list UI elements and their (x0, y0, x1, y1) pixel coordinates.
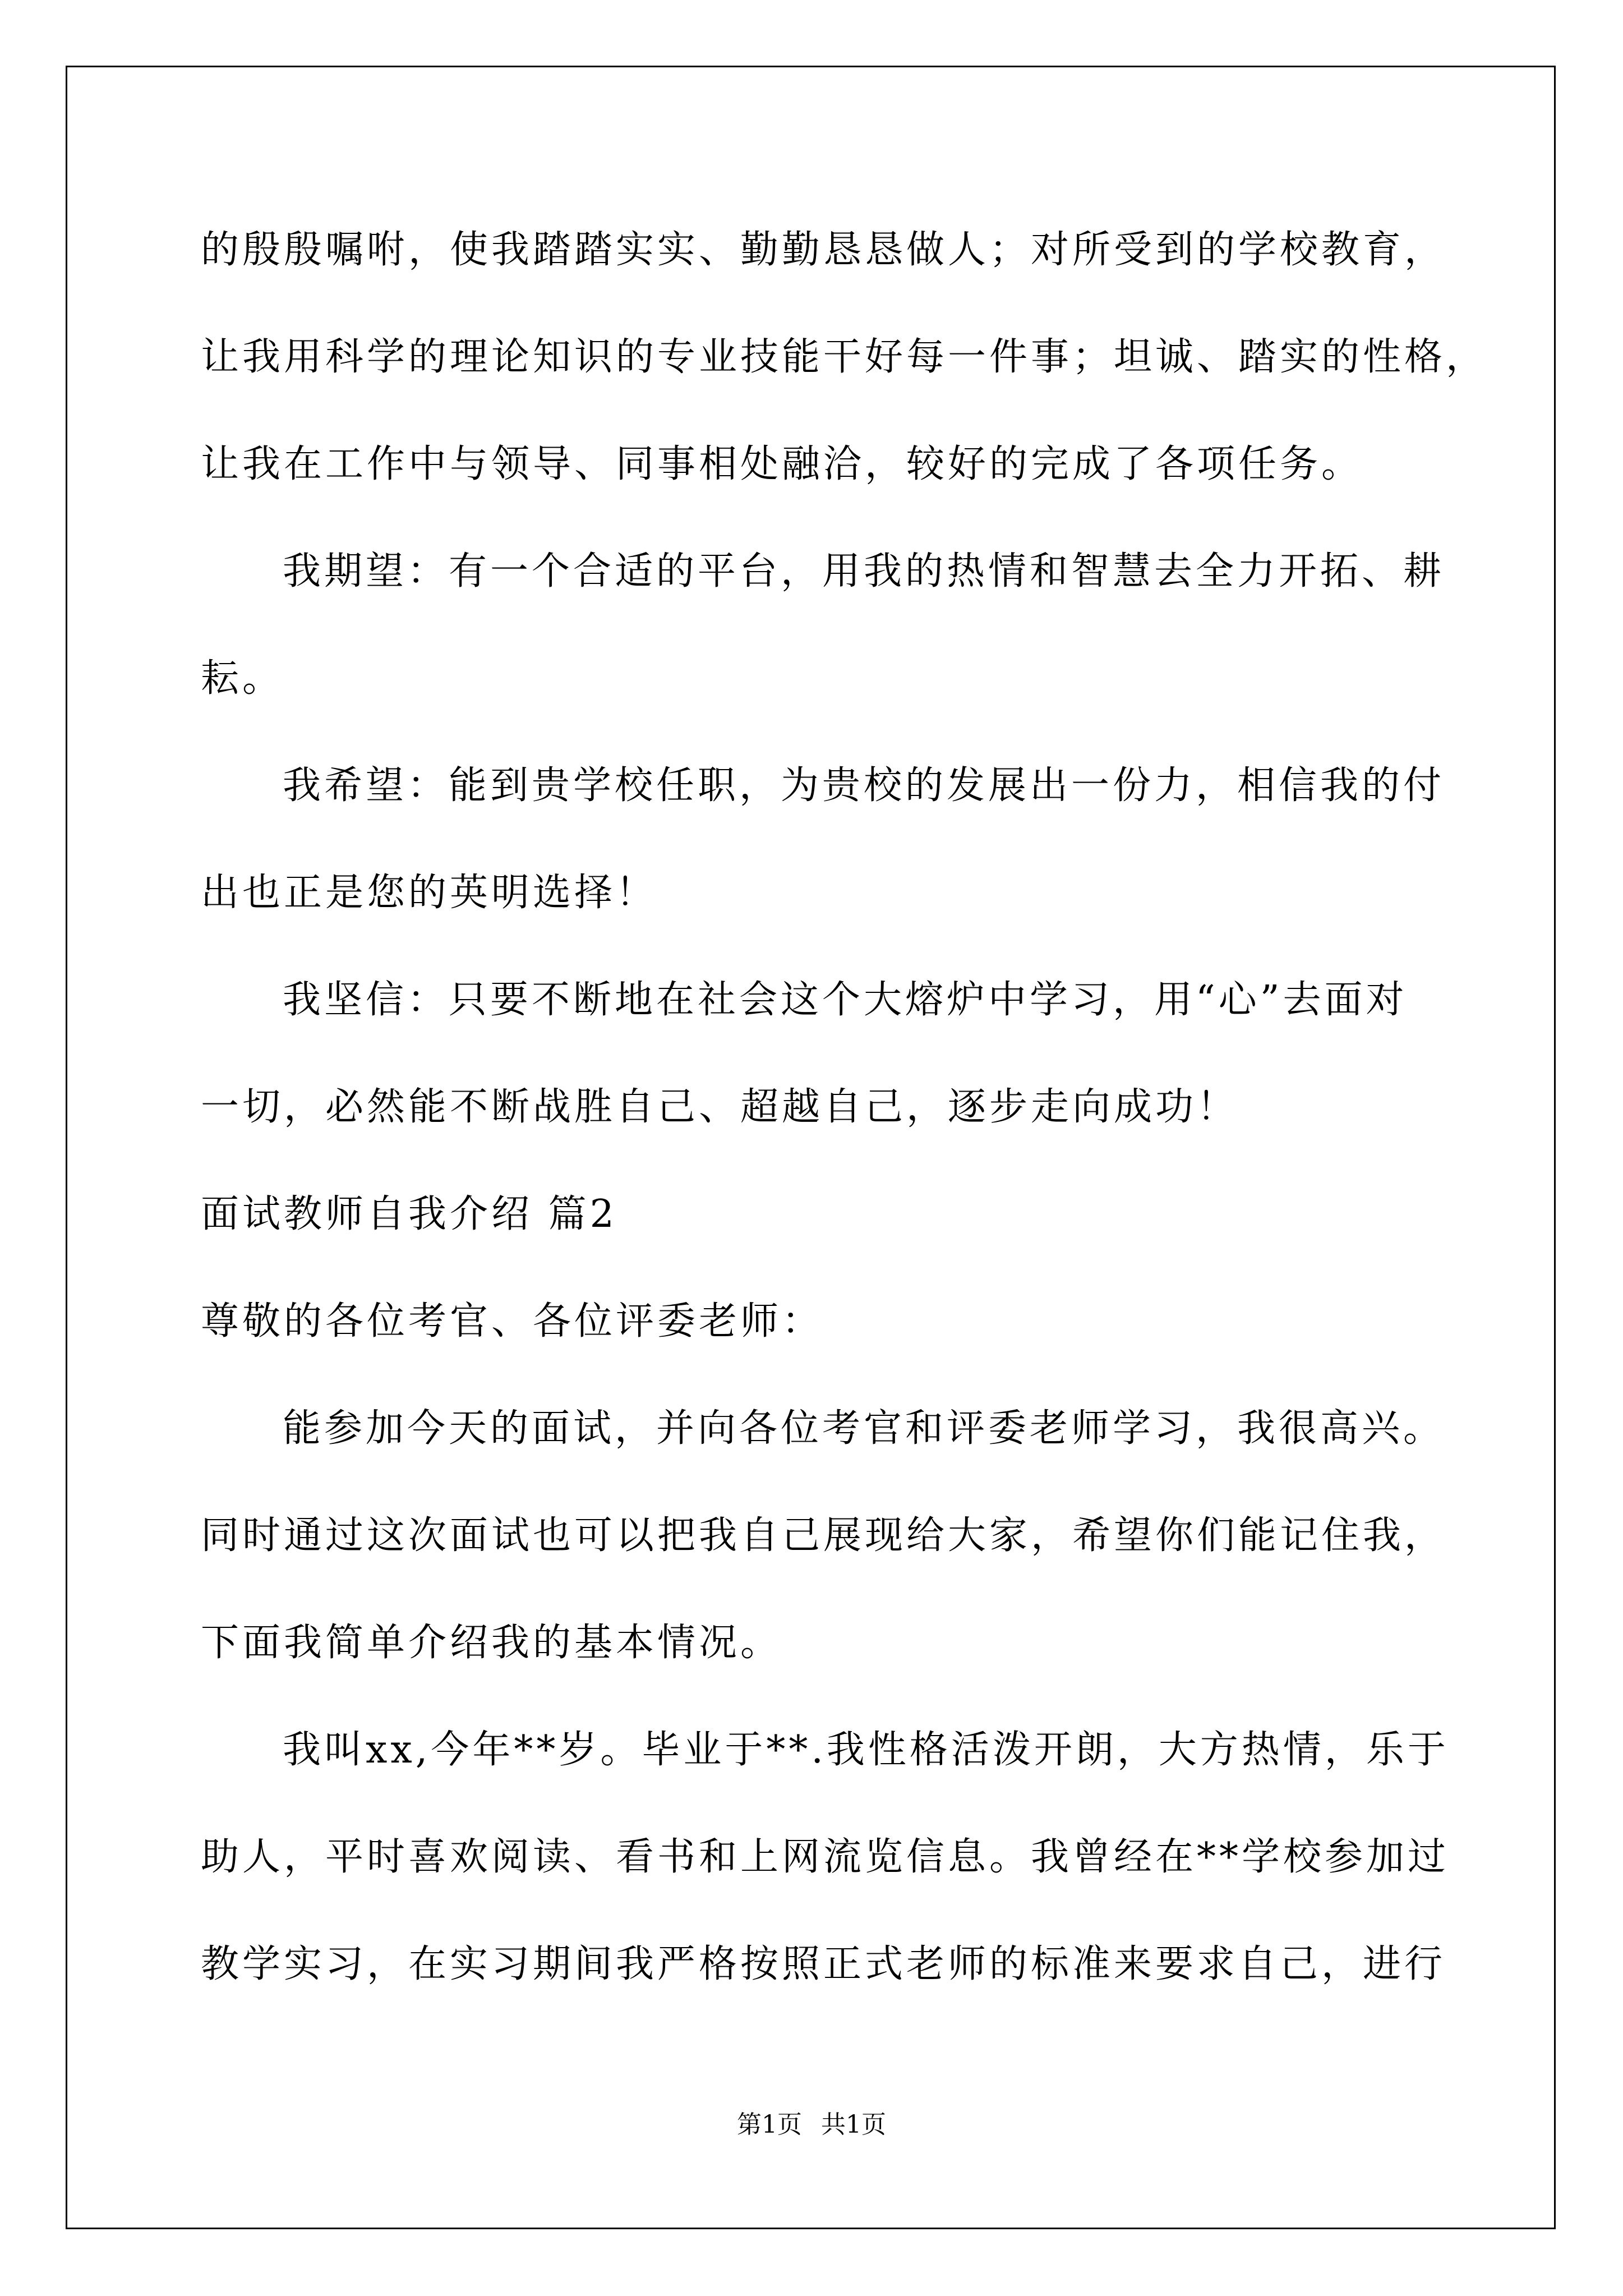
paragraph-line: 我期望：有一个合适的平台，用我的热情和智慧去全力开拓、耕 (283, 549, 1445, 593)
paragraph-line: 一切，必然能不断战胜自己、超越自己，逐步走向成功！ (201, 1085, 1239, 1129)
paragraph-line: 出也正是您的英明选择！ (201, 871, 658, 915)
paragraph-line: 我希望：能到贵学校任职，为贵校的发展出一份力，相信我的付 (283, 763, 1445, 808)
paragraph-line: 助人，平时喜欢阅读、看书和上网流览信息。我曾经在**学校参加过 (201, 1835, 1450, 1879)
paragraph-line: 下面我简单介绍我的基本情况。 (201, 1621, 782, 1665)
paragraph-line: 教学实习，在实习期间我严格按照正式老师的标准来要求自己，进行 (201, 1942, 1446, 1986)
paragraph-line: 的殷殷嘱咐，使我踏踏实实、勤勤恳恳做人；对所受到的学校教育， (201, 228, 1446, 272)
salutation: 尊敬的各位考官、各位评委老师： (201, 1299, 824, 1343)
paragraph-line: 能参加今天的面试，并向各位考官和评委老师学习，我很高兴。 (283, 1406, 1445, 1451)
page-footer: 第1页 共1页 (737, 2110, 886, 2139)
page-border (66, 66, 1556, 2229)
section-heading: 面试教师自我介绍 篇2 (201, 1192, 617, 1236)
paragraph-line: 我坚信：只要不断地在社会这个大熔炉中学习，用“心”去面对 (283, 978, 1408, 1022)
paragraph-line: 让我在工作中与领导、同事相处融洽，较好的完成了各项任务。 (201, 442, 1363, 486)
paragraph-line: 让我用科学的理论知识的专业技能干好每一件事；坦诚、踏实的性格， (201, 335, 1488, 379)
paragraph-line: 我叫xx,今年**岁。毕业于**.我性格活泼开朗，大方热情，乐于 (283, 1728, 1449, 1772)
paragraph-line: 耘。 (201, 656, 284, 701)
paragraph-line: 同时通过这次面试也可以把我自己展现给大家，希望你们能记住我， (201, 1513, 1446, 1558)
